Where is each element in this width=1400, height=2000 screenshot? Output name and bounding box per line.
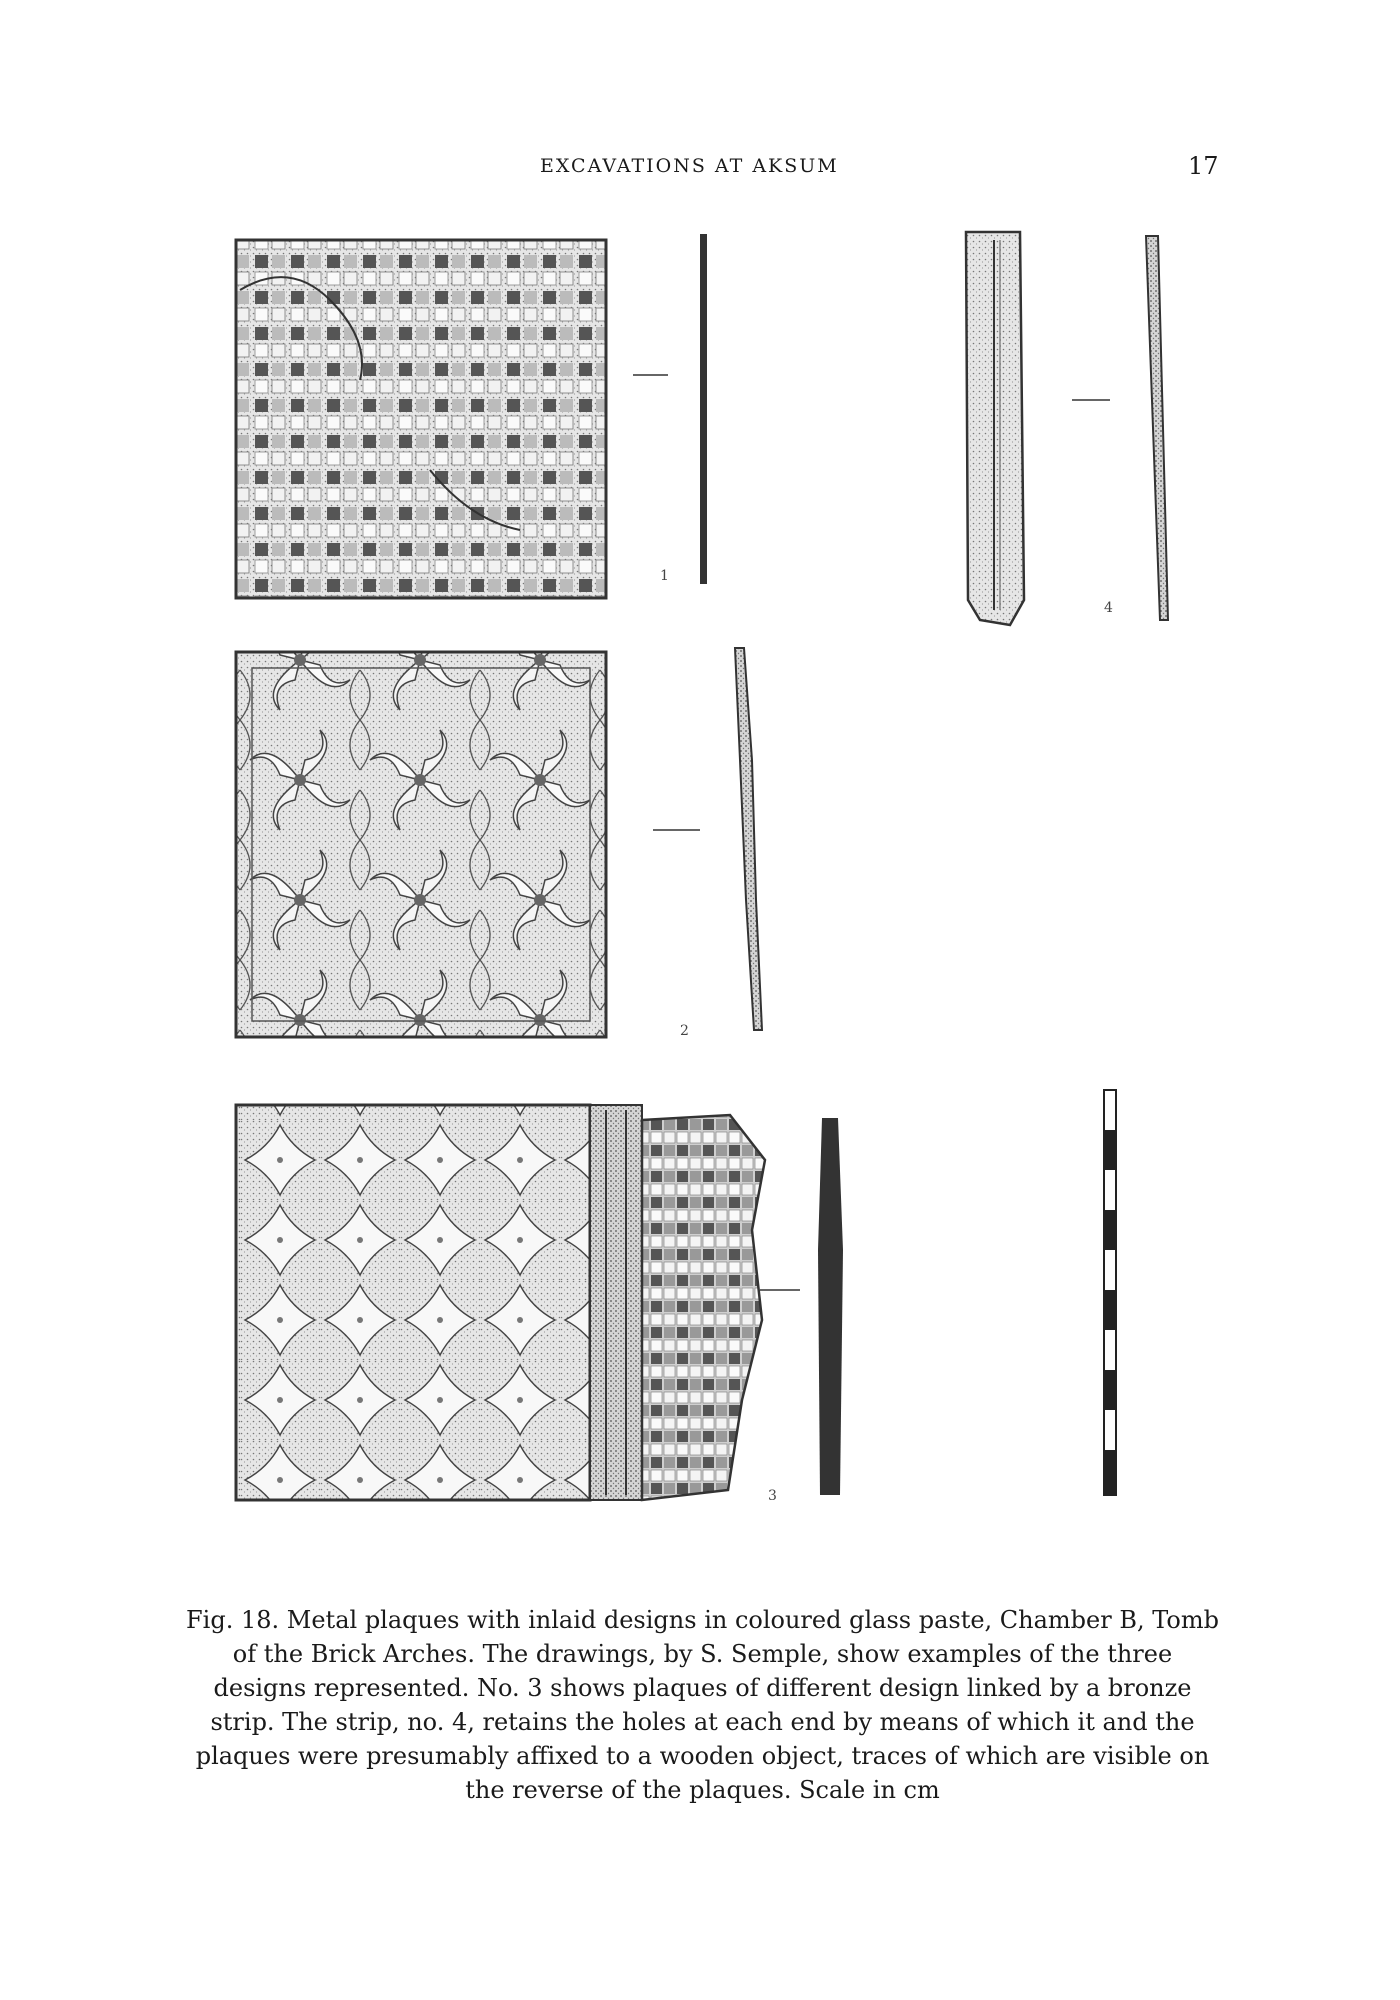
object-number-3: 3: [768, 1488, 777, 1504]
plaque-3-drawing: [236, 1105, 765, 1500]
running-head: EXCAVATIONS AT AKSUM: [540, 155, 839, 177]
plaque-1-drawing: [236, 240, 606, 598]
object-number-4: 4: [1104, 600, 1113, 616]
plaque-3-profile: [818, 1118, 843, 1495]
plaque-2-drawing: [236, 652, 606, 1037]
figure-caption: Fig. 18. Metal plaques with inlaid designs in coloured glass paste, Chamber B, Tomb of the Brick Arches. The drawings, by S. Semple, show examples of the three designs represented. No. 3 shows plaques of different design linked by a bronze strip. The strip, no. 4, retains the holes at each end by means of which it and the plaques were presumably affixed to a wooden object, traces of which are visible on the reverse of the plaques. Scale in cm: [186, 1606, 1219, 1805]
plaque-2-profile: [735, 648, 762, 1030]
object-number-1: 1: [660, 568, 669, 584]
object-number-2: 2: [680, 1023, 689, 1039]
strip-4-profile: [1146, 236, 1168, 620]
strip-4-drawing: [966, 232, 1024, 625]
plaque-1-profile: [700, 234, 707, 584]
page-number: 17: [1188, 152, 1219, 180]
scale-bar: [1104, 1090, 1116, 1495]
